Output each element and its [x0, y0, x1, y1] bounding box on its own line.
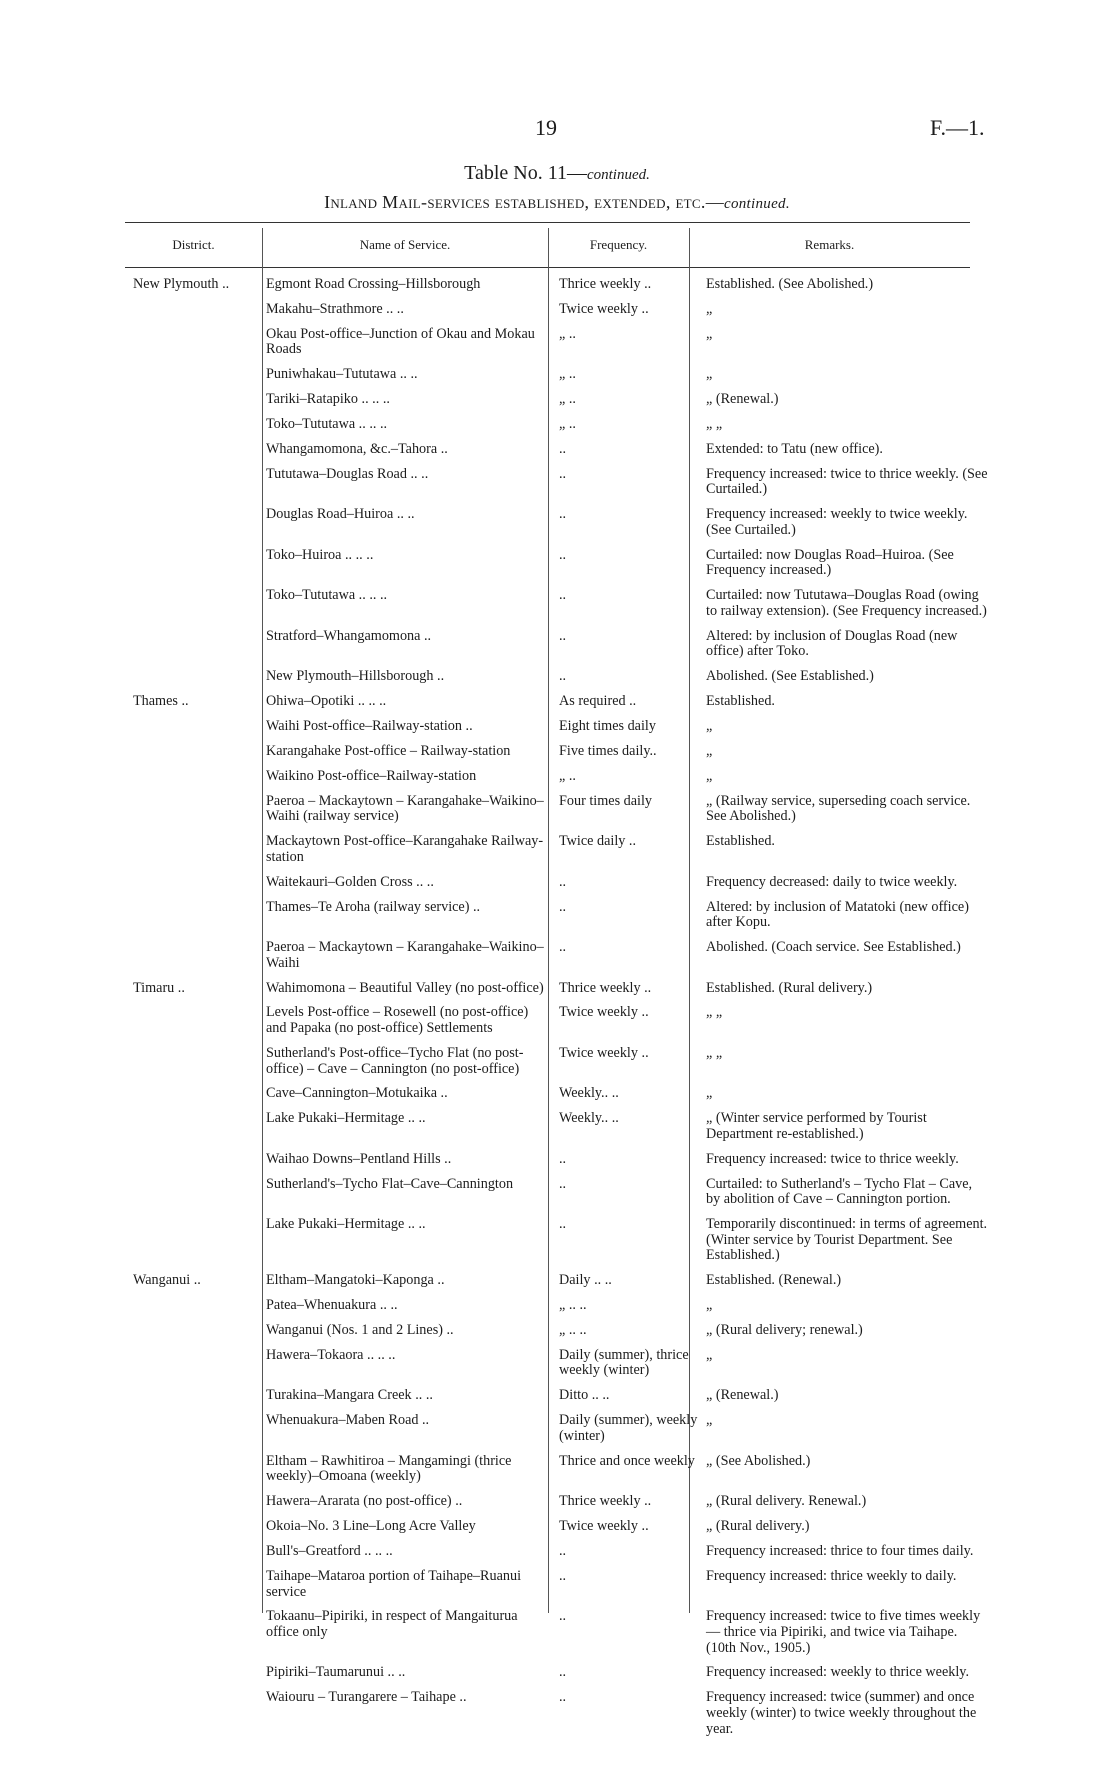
table-row — [0, 940, 1114, 980]
district-group — [0, 1273, 1114, 1746]
remarks-cell: Frequency decreased: daily to twice weekly. — [706, 873, 958, 890]
remarks-cell: „ — [706, 767, 713, 784]
remarks-cell: „ (Renewal.) — [706, 1387, 779, 1404]
service-name-cell: Paeroa – Mackaytown – Karangahake–Waikino–Waihi — [266, 939, 544, 971]
service-name-cell: Stratford–Whangamomona .. — [266, 627, 432, 644]
frequency-cell: „ .. — [559, 416, 576, 433]
table-row — [0, 1298, 1114, 1323]
table-row — [0, 1454, 1114, 1494]
table-row — [0, 1348, 1114, 1388]
document-reference: F.—1. — [930, 115, 985, 140]
remarks-cell: „ — [706, 1297, 713, 1314]
service-name-cell: Waikino Post-office–Railway-station — [266, 767, 477, 784]
service-name-cell: Toko–Tututawa .. .. .. — [266, 587, 388, 604]
table-row — [0, 719, 1114, 744]
remarks-cell: „ — [706, 1412, 713, 1429]
table-title — [0, 162, 1114, 185]
table-row — [0, 507, 1114, 547]
remarks-cell: „ — [706, 325, 713, 342]
table-subtitle-main: Inland Mail-services established, extended, etc.— — [324, 192, 724, 212]
frequency-cell: .. — [559, 1608, 567, 1625]
frequency-cell: .. — [559, 898, 567, 915]
frequency-cell: .. — [559, 1543, 567, 1560]
service-name-cell: Karangahake Post-office – Railway-station — [266, 742, 511, 759]
table-title-main: Table No. 11— — [464, 162, 587, 184]
table-row — [0, 1177, 1114, 1217]
table-row — [0, 1690, 1114, 1746]
frequency-cell: .. — [559, 873, 567, 890]
frequency-cell: Twice weekly .. — [559, 1518, 649, 1535]
remarks-cell: Frequency increased: weekly to twice weekly. (See Curtailed.) — [706, 506, 968, 538]
frequency-cell: Daily (summer), weekly (winter) — [559, 1412, 698, 1444]
table-row — [0, 1046, 1114, 1086]
service-name-cell: Whangamomona, &c.–Tahora .. — [266, 440, 448, 457]
table-row — [0, 669, 1114, 694]
table-row — [0, 1665, 1114, 1690]
service-name-cell: Paeroa – Mackaytown – Karangahake–Waikino–Waihi (railway service) — [266, 792, 544, 825]
column-header-remarks: Remarks. — [804, 237, 855, 252]
column-header-frequency: Frequency. — [589, 237, 648, 252]
frequency-cell: Eight times daily — [559, 718, 656, 735]
table-row — [0, 442, 1114, 467]
remarks-cell: Abolished. (See Established.) — [706, 668, 874, 685]
frequency-cell: Daily (summer), thrice weekly (winter) — [559, 1346, 689, 1379]
frequency-cell: Twice weekly .. — [559, 1004, 649, 1021]
district-group — [0, 277, 1114, 694]
table-row — [0, 1519, 1114, 1544]
service-name-cell: Okau Post-office–Junction of Okau and Mokau Roads — [266, 325, 535, 358]
frequency-cell: .. — [559, 1567, 567, 1584]
service-name-cell: Ohiwa–Opotiki .. .. .. — [266, 693, 387, 710]
frequency-cell: „ .. .. — [559, 1322, 587, 1338]
service-name-cell: Makahu–Strathmore .. .. — [266, 300, 404, 317]
service-name-cell: Douglas Road–Huiroa .. .. — [266, 506, 415, 523]
table-row — [0, 1086, 1114, 1111]
table-row — [0, 981, 1114, 1006]
service-name-cell: Hawera–Tokaora .. .. .. — [266, 1346, 396, 1363]
table-row — [0, 1111, 1114, 1151]
service-name-cell: Okoia–No. 3 Line–Long Acre Valley — [266, 1518, 476, 1535]
table-row — [0, 875, 1114, 900]
service-name-cell: Tariki–Ratapiko .. .. .. — [266, 391, 390, 408]
frequency-cell: .. — [559, 1175, 567, 1192]
table-row — [0, 834, 1114, 874]
frequency-cell: .. — [559, 1664, 567, 1681]
service-name-cell: Toko–Huiroa .. .. .. — [266, 546, 374, 563]
remarks-cell: Extended: to Tatu (new office). — [706, 440, 883, 457]
service-name-cell: Turakina–Mangara Creek .. .. — [266, 1387, 433, 1404]
table-row — [0, 1005, 1114, 1045]
service-name-cell: Egmont Road Crossing–Hillsborough — [266, 276, 481, 292]
remarks-cell: Abolished. (Coach service. See Established.) — [706, 939, 961, 956]
remarks-cell: Established. — [706, 693, 775, 710]
remarks-cell: Altered: by inclusion of Matatoki (new office) after Kopu. — [706, 898, 969, 931]
table-row — [0, 392, 1114, 417]
frequency-cell: .. — [559, 546, 567, 563]
frequency-cell: Twice weekly .. — [559, 1044, 649, 1061]
remarks-cell: „ „ — [706, 1004, 723, 1021]
frequency-cell: Ditto .. .. — [559, 1387, 610, 1404]
table-row — [0, 1569, 1114, 1609]
service-name-cell: Lake Pukaki–Hermitage .. .. — [266, 1110, 426, 1127]
frequency-cell: .. — [559, 939, 567, 956]
remarks-cell: „ — [706, 718, 713, 735]
frequency-cell: Thrice weekly .. — [559, 979, 652, 996]
table-row — [0, 302, 1114, 327]
remarks-cell: Frequency increased: twice to five times weekly — thrice via Pipiriki, and twice via Taihape. (10th Nov., 1905.) — [706, 1608, 981, 1656]
service-name-cell: Lake Pukaki–Hermitage .. .. — [266, 1216, 426, 1233]
remarks-cell: Curtailed: now Tututawa–Douglas Road (owing to railway extension). (See Frequency increased.) — [706, 587, 987, 619]
remarks-cell: „ „ — [706, 416, 723, 433]
remarks-cell: Frequency increased: twice to thrice weekly. (See Curtailed.) — [706, 465, 988, 498]
table-row — [0, 367, 1114, 392]
frequency-cell: .. — [559, 440, 567, 457]
table-row — [0, 900, 1114, 940]
table-row — [0, 467, 1114, 507]
frequency-cell: Weekly.. .. — [559, 1110, 619, 1127]
frequency-cell: Five times daily.. — [559, 742, 657, 759]
district-cell: New Plymouth .. — [133, 276, 230, 292]
table-title-continued: continued. — [586, 167, 650, 183]
service-name-cell: Whenuakura–Maben Road .. — [266, 1412, 430, 1429]
frequency-cell: „ .. — [559, 391, 576, 408]
frequency-cell: „ .. — [559, 366, 576, 383]
remarks-cell: „ — [706, 1346, 713, 1363]
table-row — [0, 1217, 1114, 1273]
frequency-cell: .. — [559, 1689, 567, 1706]
service-name-cell: Pipiriki–Taumarunui .. .. — [266, 1664, 406, 1681]
district-group — [0, 981, 1114, 1274]
frequency-cell: .. — [559, 668, 567, 685]
service-name-cell: Eltham – Rawhitiroa – Mangamingi (thrice weekly)–Omoana (weekly) — [266, 1452, 512, 1485]
service-name-cell: Sutherland's Post-office–Tycho Flat (no post-office) – Cave – Cannington (no post-office) — [266, 1044, 524, 1077]
table-row — [0, 548, 1114, 588]
remarks-cell: Frequency increased: twice to thrice weekly. — [706, 1150, 959, 1167]
table-row — [0, 769, 1114, 794]
frequency-cell: .. — [559, 587, 567, 604]
table-row — [0, 417, 1114, 442]
remarks-cell: „ (Winter service performed by Tourist Department re-established.) — [706, 1110, 927, 1142]
remarks-cell: „ — [706, 1085, 713, 1102]
table-body — [0, 277, 1114, 1746]
remarks-cell: Frequency increased: weekly to thrice weekly. — [706, 1664, 970, 1681]
frequency-cell: Four times daily — [559, 792, 653, 809]
service-name-cell: New Plymouth–Hillsborough .. — [266, 668, 445, 685]
district-group — [0, 694, 1114, 980]
district-cell: Timaru .. — [133, 979, 185, 996]
table-row — [0, 1413, 1114, 1453]
service-name-cell: Wahimomona – Beautiful Valley (no post-office) — [266, 979, 544, 996]
remarks-cell: „ (Rural delivery.) — [706, 1518, 810, 1535]
remarks-cell: Curtailed: now Douglas Road–Huiroa. (See Frequency increased.) — [706, 546, 954, 579]
service-name-cell: Bull's–Greatford .. .. .. — [266, 1543, 393, 1560]
frequency-cell: .. — [559, 1150, 567, 1167]
service-name-cell: Waihao Downs–Pentland Hills .. — [266, 1150, 452, 1167]
remarks-cell: Established. (Rural delivery.) — [706, 979, 873, 996]
table-top-rule — [125, 222, 970, 223]
column-header-district: District. — [172, 237, 215, 252]
frequency-cell: .. — [559, 1216, 567, 1233]
service-name-cell: Mackaytown Post-office–Karangahake Railway-station — [266, 833, 544, 865]
frequency-cell: Twice daily .. — [559, 833, 637, 850]
service-name-cell: Cave–Cannington–Motukaika .. — [266, 1085, 448, 1102]
frequency-cell: Thrice weekly .. — [559, 1493, 652, 1510]
remarks-cell: „ (Rural delivery; renewal.) — [706, 1322, 863, 1338]
service-name-cell: Eltham–Mangatoki–Kaponga .. — [266, 1272, 445, 1289]
frequency-cell: .. — [559, 465, 567, 482]
frequency-cell: „ .. — [559, 767, 576, 784]
remarks-cell: „ (Renewal.) — [706, 391, 779, 408]
service-name-cell: Waihi Post-office–Railway-station .. — [266, 718, 473, 735]
remarks-cell: „ (Rural delivery. Renewal.) — [706, 1493, 867, 1510]
frequency-cell: „ .. .. — [559, 1297, 587, 1314]
frequency-cell: „ .. — [559, 325, 576, 342]
remarks-cell: Frequency increased: thrice weekly to daily. — [706, 1567, 957, 1584]
remarks-cell: „ — [706, 742, 713, 759]
column-header-service: Name of Service. — [359, 237, 451, 252]
service-name-cell: Thames–Te Aroha (railway service) .. — [266, 898, 481, 915]
frequency-cell: Daily .. .. — [559, 1272, 612, 1289]
table-row — [0, 1388, 1114, 1413]
service-name-cell: Tututawa–Douglas Road .. .. — [266, 465, 429, 482]
table-row — [0, 629, 1114, 669]
remarks-cell: „ — [706, 300, 713, 317]
frequency-cell: .. — [559, 506, 567, 523]
table-row — [0, 1152, 1114, 1177]
service-name-cell: Taihape–Mataroa portion of Taihape–Ruanui service — [266, 1567, 522, 1600]
service-name-cell: Wanganui (Nos. 1 and 2 Lines) .. — [266, 1322, 454, 1338]
frequency-cell: Weekly.. .. — [559, 1085, 619, 1102]
remarks-cell: „ „ — [706, 1044, 723, 1061]
remarks-cell: Curtailed: to Sutherland's – Tycho Flat – Cave, by abolition of Cave – Cannington portion. — [706, 1175, 973, 1208]
service-name-cell: Patea–Whenuakura .. .. — [266, 1297, 398, 1314]
remarks-cell: Frequency increased: twice (summer) and once weekly (winter) to twice weekly throughout the year. — [706, 1689, 977, 1737]
frequency-cell: As required .. — [559, 693, 637, 710]
table-row — [0, 694, 1114, 719]
district-cell: Thames .. — [133, 693, 189, 710]
service-name-cell: Puniwhakau–Tututawa .. .. — [266, 366, 418, 383]
table-row — [0, 1544, 1114, 1569]
table-row — [0, 588, 1114, 628]
remarks-cell: Established. (Renewal.) — [706, 1272, 842, 1289]
service-name-cell: Toko–Tututawa .. .. .. — [266, 416, 388, 433]
table-row — [0, 1494, 1114, 1519]
frequency-cell: Thrice weekly .. — [559, 276, 652, 292]
table-row — [0, 794, 1114, 834]
frequency-cell: Twice weekly .. — [559, 300, 649, 317]
service-name-cell: Levels Post-office – Rosewell (no post-office) and Papaka (no post-office) Settlements — [266, 1004, 529, 1037]
remarks-cell: Frequency increased: thrice to four times daily. — [706, 1543, 974, 1560]
table-row — [0, 1609, 1114, 1665]
table-row — [0, 327, 1114, 367]
table-row — [0, 1323, 1114, 1348]
service-name-cell: Waiouru – Turangarere – Taihape .. — [266, 1689, 467, 1706]
remarks-cell: Established. (See Abolished.) — [706, 276, 874, 292]
page-header — [0, 0, 1114, 260]
table-row — [0, 744, 1114, 769]
remarks-cell: Established. — [706, 833, 775, 850]
frequency-cell: Thrice and once weekly — [559, 1452, 695, 1469]
table-row — [0, 277, 1114, 302]
table-subtitle-continued: continued. — [724, 196, 790, 212]
service-name-cell: Hawera–Ararata (no post-office) .. — [266, 1493, 463, 1510]
remarks-cell: „ (See Abolished.) — [706, 1452, 811, 1469]
remarks-cell: Altered: by inclusion of Douglas Road (new office) after Toko. — [706, 627, 958, 660]
service-name-cell: Tokaanu–Pipiriki, in respect of Mangaiturua office only — [266, 1608, 518, 1640]
table-subtitle — [0, 192, 1114, 213]
remarks-cell: Temporarily discontinued: in terms of agreement. (Winter service by Tourist Department. See Established.) — [706, 1216, 988, 1264]
remarks-cell: „ (Railway service, superseding coach service. See Abolished.) — [706, 792, 971, 825]
table-row — [0, 1273, 1114, 1298]
service-name-cell: Sutherland's–Tycho Flat–Cave–Cannington — [266, 1175, 514, 1192]
district-cell: Wanganui .. — [133, 1272, 201, 1289]
remarks-cell: „ — [706, 366, 713, 383]
page-number: 19 — [535, 115, 557, 140]
frequency-cell: .. — [559, 627, 567, 644]
service-name-cell: Waitekauri–Golden Cross .. .. — [266, 873, 434, 890]
